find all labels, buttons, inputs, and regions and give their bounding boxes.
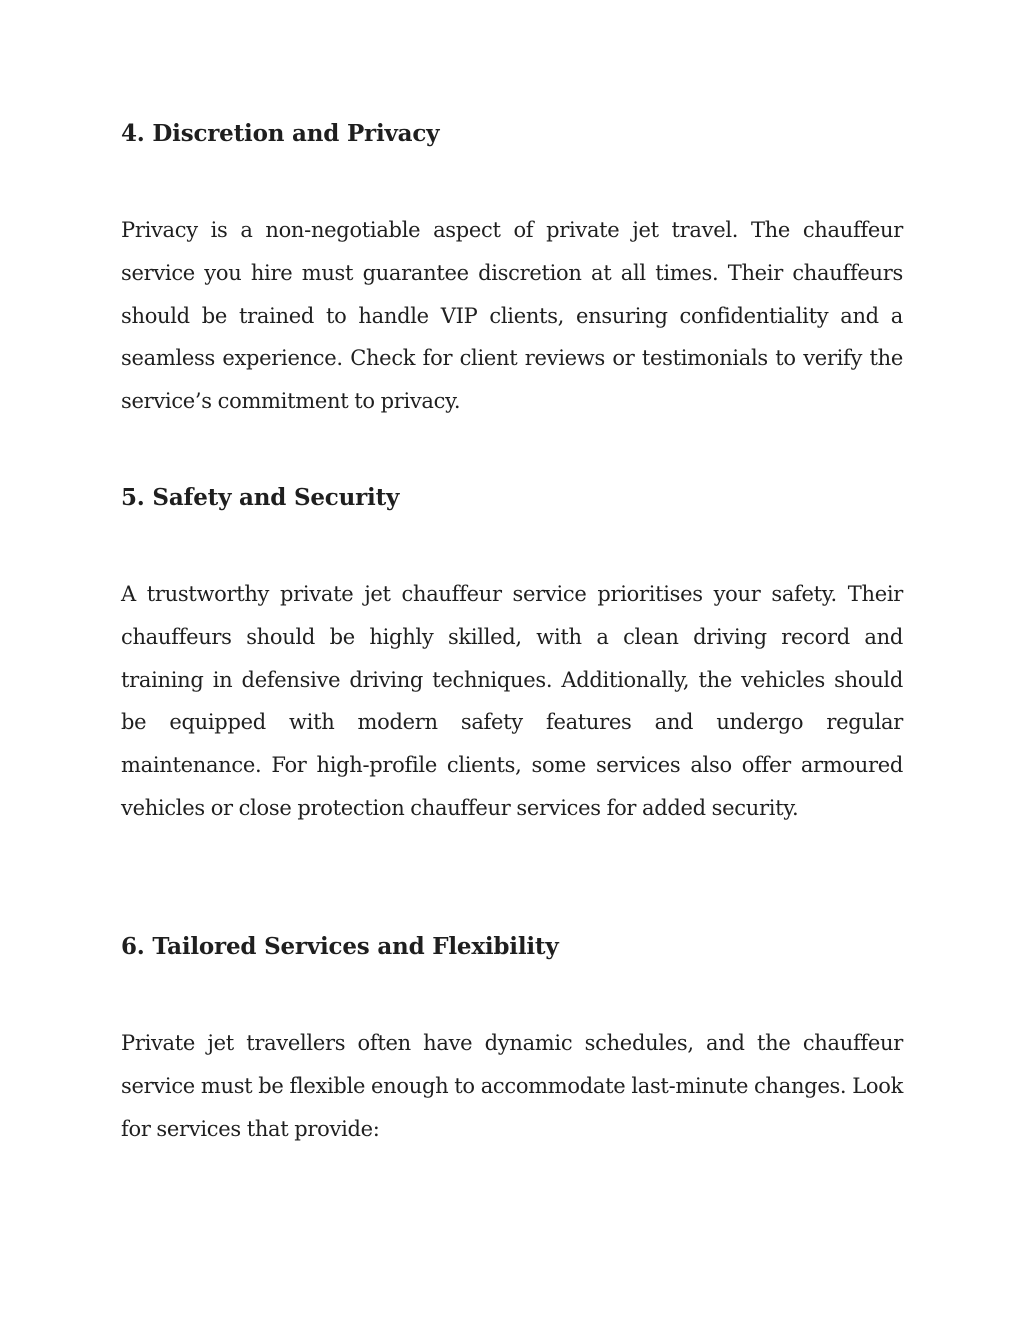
section-body-safety-security: A trustworthy private jet chauffeur service prioritises your safety. Their chauffeurs should be highly skilled, with a clean driving record and training in defensive driving techniques. Additionally, the vehicles should be equipped with modern safety features and undergo regular maintenance. For high-profile clients, some services also offer armoured vehicles or close protection chauffeur services for added security. (121, 582, 903, 820)
section-body-discretion-privacy: Privacy is a non-negotiable aspect of private jet travel. The chauffeur service you hire must guarantee discretion at all times. Their chauffeurs should be trained to handle VIP clients, ensuring confidentiality and a seamless experience. Check for client reviews or testimonials to verify the service’s commitment to privacy. (121, 218, 903, 414)
section-body-tailored-services: Private jet travellers often have dynamic schedules, and the chauffeur service must be flexible enough to accommodate last-minute changes. Look for services that provide: (121, 1031, 903, 1141)
section-heading-discretion-privacy: 4. Discretion and Privacy (121, 120, 440, 147)
section-heading-tailored-services: 6. Tailored Services and Flexibility (121, 933, 559, 960)
section-heading-safety-security: 5. Safety and Security (121, 484, 400, 511)
